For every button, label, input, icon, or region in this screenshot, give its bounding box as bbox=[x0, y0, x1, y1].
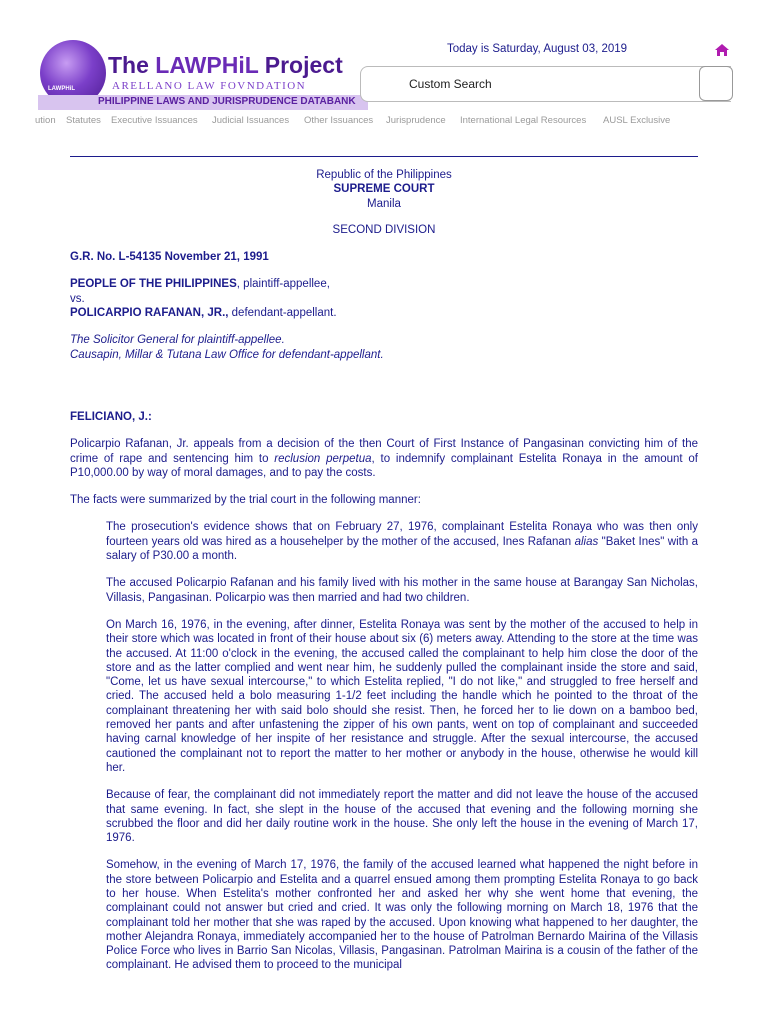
defendant-role: defendant-appellant. bbox=[228, 307, 337, 320]
party-defendant bbox=[70, 306, 698, 320]
party-plaintiff bbox=[70, 277, 698, 291]
search-input[interactable] bbox=[360, 66, 731, 102]
site-subtitle: ARELLANO LAW FOVNDATION bbox=[112, 80, 307, 92]
home-icon[interactable] bbox=[714, 43, 730, 57]
nav-item-statutes[interactable]: Statutes bbox=[66, 115, 101, 126]
site-tagline: PHILIPPINE LAWS AND JURISPRUDENCE DATABANK bbox=[98, 96, 356, 107]
main-nav bbox=[0, 115, 768, 129]
intro-paragraph bbox=[70, 437, 698, 480]
intro-text-a: Policarpio Rafanan, Jr. appeals from a decision of the then Court of First Instance of Pangasinan convicting him of the crime of rape and sentencing him to bbox=[70, 438, 698, 465]
quote-paragraph-4: Because of fear, the complainant did not immediately report the matter and did not leave the house of the accused that same evening. In fact, she slept in the house of the accused that evening and the following morning she scrubbed the floor and did her daily routine work in the house. She only left the house in the evening of March 17, 1976. bbox=[106, 789, 698, 845]
republic-heading: Republic of the Philippines bbox=[316, 169, 452, 181]
nav-item-constitution[interactable]: ution bbox=[35, 115, 56, 126]
site-title-brand: LAWPHiL bbox=[155, 52, 259, 78]
intro-italic: reclusion perpetua bbox=[274, 452, 372, 465]
quote-paragraph-3: On March 16, 1976, in the evening, after dinner, Estelita Ronaya was sent by the mother of the accused to help in their store which was located in front of their house about six (6) meters away. Attending to the store at the time was the accused. At 11:00 o'clock in the evening, the accused called the complainant to help him close the door of the store and as the latter complied and went near him, he suddenly pulled the complainant inside the store and said, "Come, let us have sexual intercourse," to which Estelita replied, "I do not like," and struggled to free herself and cried. The accused held a bolo measuring 1-1/2 feet including the handle which he pointed to the throat of the complainant threatening her with said bolo should she resist. Then, he forced her to lie down on a bamboo bed, removed her pants and after unfastening the zipper of his own pants, went on top of complainant and succeeded having carnal knowledge of her inspite of her resistance and struggle. After the sexual intercourse, the accused cautioned the complainant not to report the matter to her mother or anybody in the house, otherwise he would kill her. bbox=[106, 618, 698, 774]
plaintiff-role: , plaintiff-appellee, bbox=[236, 278, 330, 291]
division-heading: SECOND DIVISION bbox=[332, 223, 436, 236]
plaintiff-name: PEOPLE OF THE PHILIPPINES bbox=[70, 278, 237, 291]
logo-badge: LAWPHiL bbox=[48, 86, 75, 92]
counsel-plaintiff: The Solicitor General for plaintiff-appellee. bbox=[70, 334, 285, 347]
search-button[interactable] bbox=[699, 66, 733, 101]
site-header bbox=[0, 0, 768, 120]
current-date: Today is Saturday, August 03, 2019 bbox=[447, 43, 628, 55]
versus: vs. bbox=[70, 292, 85, 305]
nav-item-jurisprudence[interactable]: Jurisprudence bbox=[386, 115, 446, 126]
nav-item-ausl-exclusive[interactable]: AUSL Exclusive bbox=[603, 115, 671, 126]
city-heading: Manila bbox=[367, 197, 401, 210]
quote-paragraph-2: The accused Policarpio Rafanan and his family lived with his mother in the same house at Barangay San Nicholas, Villasis, Pangasinan. Policarpio was then married and had two children. bbox=[106, 577, 698, 604]
court-heading: SUPREME COURT bbox=[333, 183, 435, 196]
site-title-prefix: The bbox=[108, 52, 156, 78]
search-placeholder: Custom Search bbox=[409, 77, 492, 91]
case-number: G.R. No. L-54135 November 21, 1991 bbox=[70, 251, 269, 264]
quote-1-text-b: "Baket Ines" with a salary of P30.00 a month. bbox=[106, 535, 699, 563]
decision-document bbox=[70, 168, 698, 973]
site-title-suffix: Project bbox=[258, 52, 343, 78]
nav-item-executive-issuances[interactable]: Executive Issuances bbox=[111, 115, 198, 126]
site-title[interactable] bbox=[108, 52, 343, 79]
intro-text-b: , to indemnify complainant Estelita Ronaya in the amount of P10,000.00 by way of moral damages, and to pay the costs. bbox=[70, 452, 698, 479]
quote-paragraph-1 bbox=[106, 520, 698, 563]
counsel-defendant: Causapin, Millar & Tutana Law Office for defendant-appellant. bbox=[70, 348, 384, 361]
defendant-name: POLICARPIO RAFANAN, JR., bbox=[70, 307, 229, 320]
header-divider bbox=[70, 156, 698, 157]
nav-item-judicial-issuances[interactable]: Judicial Issuances bbox=[212, 115, 290, 126]
facts-intro: The facts were summarized by the trial court in the following manner: bbox=[70, 494, 421, 507]
ponente: FELICIANO, J.: bbox=[70, 410, 152, 423]
quote-1-text-a: The prosecution's evidence shows that on February 27, 1976, complainant Estelita Ronaya who was then only fourteen years old was hired as a househelper by the mother of the accused, Ines Rafanan bbox=[106, 521, 698, 548]
nav-item-international-legal-resources[interactable]: International Legal Resources bbox=[460, 115, 587, 126]
nav-item-other-issuances[interactable]: Other Issuances bbox=[304, 115, 374, 126]
site-tagline-bar bbox=[38, 95, 368, 110]
quote-paragraph-5: Somehow, in the evening of March 17, 1976, the family of the accused learned what happened the night before in the store between Policarpio and Estelita and a quarrel ensued among them prompting Estelita Ronaya to go back to her house. When Estelita's mother confronted her and asked her why she went home that evening, the complainant could not answer but cried and cried. It was only the following morning on March 18, 1976 that the complainant told her mother that she was raped by the accused. Upon knowing what happened to her daughter, the mother Alejandra Ronaya, immediately accompanied her to the house of Patrolman Bernardo Mairina of the Villasis Police Force who lives in Barrio San Nicolas, Villasis, Pangasinan. Patrolman Mairina is a cousin of the father of the complainant. He advised them to proceed to the municipal bbox=[106, 859, 698, 972]
quote-1-italic: alias bbox=[574, 535, 599, 548]
